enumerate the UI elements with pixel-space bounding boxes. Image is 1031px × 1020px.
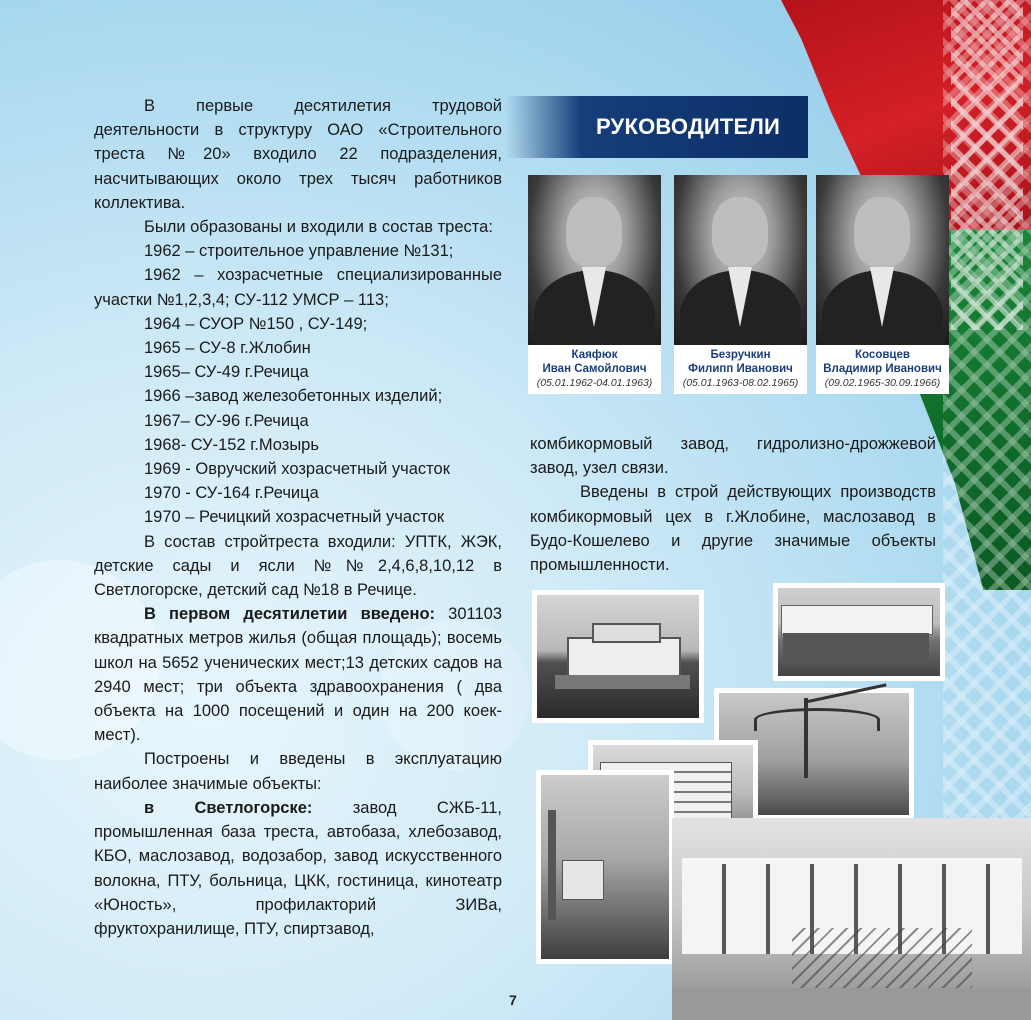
page-number: 7 [509, 992, 517, 1008]
photo-two-storey-building [672, 818, 1031, 1020]
list-item: 1969 - Овручский хозрасчетный участок [144, 460, 450, 479]
bold-lead: В первом десятилетии введено: [144, 605, 436, 624]
paragraph-text: завод СЖБ-11, промышленная база треста, автобаза, хлебозавод, КБО, маслозавод, водозабор, завод искусственного волокна, ПТУ, больница, ЦКК, гостиница, кинотеатр «Юность», профилакторий ЗИВа, фруктохранилище, ПТУ, спиртзавод, [94, 798, 503, 938]
bold-lead: в Светлогорске: [144, 798, 313, 817]
paragraph-text: 301103 квадратных метров жилья (общая площадь); восемь школ на 5652 ученических мест;13 детских садов на 2940 мест; три объекта здравоохранения ( два объекта на 1000 посещений и один на 200 коек-мест). [94, 605, 503, 745]
leader-dates: (05.01.1963-08.02.1965) [682, 377, 799, 389]
right-column [530, 432, 936, 577]
leader-portrait [674, 175, 807, 394]
leader-name: Филипп Иванович [688, 363, 793, 375]
portrait-caption [674, 345, 807, 394]
leader-name: Иван Самойлович [542, 363, 647, 375]
left-column [94, 94, 502, 941]
list-item: 1962 – хозрасчетные специализированные участки №1,2,3,4; СУ-112 УМСР – 113; [94, 266, 502, 309]
paragraph: комбикормовый завод, гидролизно-дрожжевой завод, узел связи. [530, 435, 936, 478]
paragraph: Введены в строй действующих производств комбикормовый цех в г.Жлобине, маслозавод в Будо-Кошелево и другие значимые объекты промышленности. [530, 483, 936, 575]
leader-dates: (05.01.1962-04.01.1963) [536, 377, 653, 389]
leader-name: Владимир Иванович [823, 363, 942, 375]
paragraph: Построены и введены в эксплуатацию наиболее значимые объекты: [94, 750, 502, 793]
list-item: 1970 - СУ-164 г.Речица [144, 484, 319, 503]
paragraph: Были образованы и входили в состав треста: [144, 218, 493, 237]
list-item: 1966 –завод железобетонных изделий; [144, 387, 443, 406]
paragraph [94, 796, 502, 941]
list-item: 1967– СУ-96 г.Речица [144, 411, 309, 430]
list-item: 1970 – Речицкий хозрасчетный участок [144, 508, 445, 527]
list-item: 1965 – СУ-8 г.Жлобин [144, 339, 311, 358]
portrait-photo [816, 175, 949, 345]
portrait-caption [816, 345, 949, 394]
portrait-photo [674, 175, 807, 345]
leader-portrait [528, 175, 661, 394]
list-item: 1965– СУ-49 г.Речица [144, 363, 309, 382]
portrait-photo [528, 175, 661, 345]
leader-dates: (09.02.1965-30.09.1966) [824, 377, 941, 389]
list-item: 1964 – СУОР №150 , СУ-149; [144, 314, 368, 333]
paragraph: В первые десятилетия трудовой деятельности в структуру ОАО «Строительного треста №20» входило 22 подразделения, насчитывающих около трех тысяч работников коллектива. [94, 97, 502, 212]
portrait-caption [528, 345, 661, 394]
list-item: 1962 – строительное управление №131; [144, 242, 454, 261]
photo-chimney-site [536, 770, 674, 964]
paragraph [94, 602, 502, 747]
leader-surname: Безручкин [710, 349, 771, 361]
photo-river-boat [532, 590, 704, 723]
list-item: 1968- СУ-152 г.Мозырь [144, 435, 319, 454]
leader-portrait [816, 175, 949, 394]
section-title: РУКОВОДИТЕЛИ [595, 114, 780, 139]
paragraph: В состав стройтреста входили: УПТК, ЖЭК, детские сады и ясли №№2,4,6,8,10,12 в Светлогорске, детский сад №18 в Речице. [94, 532, 502, 600]
section-header [506, 96, 808, 158]
leader-surname: Каяфюк [571, 349, 618, 361]
photo-cinema [773, 583, 945, 681]
belarus-ornament-top [951, 0, 1023, 330]
leader-surname: Косовцев [855, 349, 910, 361]
